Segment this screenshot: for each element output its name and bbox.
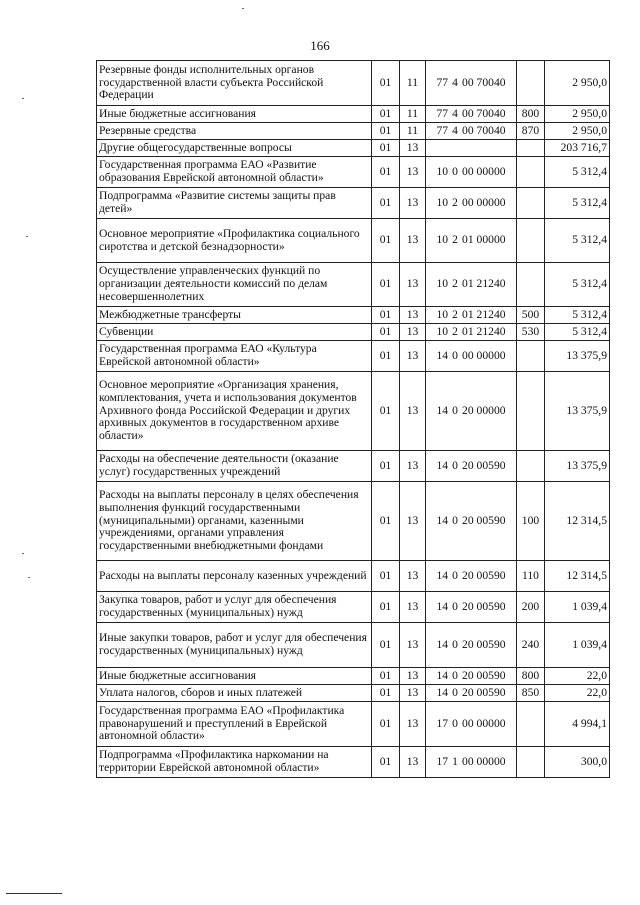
row-subprogram: 0 bbox=[452, 403, 458, 417]
row-main-activity: 20 bbox=[462, 685, 474, 699]
row-section: 01 bbox=[372, 307, 400, 324]
row-direction: 70040 bbox=[476, 75, 506, 89]
row-expense-type bbox=[517, 451, 545, 482]
table-row bbox=[97, 263, 610, 307]
row-direction: 00000 bbox=[476, 195, 506, 209]
table-row bbox=[97, 685, 610, 702]
row-expense-type bbox=[517, 747, 545, 778]
row-name: Закупка товаров, работ и услуг для обеспечения государственных (муниципальных) нужд bbox=[97, 592, 372, 623]
row-name: Межбюджетные трансферты bbox=[97, 307, 372, 324]
row-subprogram: 4 bbox=[452, 75, 458, 89]
row-amount: 4 994,1 bbox=[545, 702, 610, 747]
row-amount: 13 375,9 bbox=[545, 341, 610, 372]
table-row bbox=[97, 668, 610, 685]
row-section: 01 bbox=[372, 451, 400, 482]
row-main-activity: 00 bbox=[462, 716, 474, 730]
table-row bbox=[97, 561, 610, 592]
row-subsection: 11 bbox=[400, 123, 426, 140]
row-subprogram: 0 bbox=[452, 458, 458, 472]
budget-table bbox=[96, 60, 610, 778]
row-expense-type: 200 bbox=[517, 592, 545, 623]
row-amount: 22,0 bbox=[545, 685, 610, 702]
scan-speck bbox=[242, 8, 244, 9]
row-direction: 00000 bbox=[476, 164, 506, 178]
row-section: 01 bbox=[372, 188, 400, 219]
row-main-activity: 01 bbox=[462, 277, 474, 291]
row-direction: 00000 bbox=[476, 754, 506, 768]
table-row bbox=[97, 307, 610, 324]
table-row bbox=[97, 702, 610, 747]
row-program: 77 bbox=[436, 106, 449, 120]
table-row bbox=[97, 188, 610, 219]
row-name: Резервные фонды исполнительных органов государственной власти субъекта Российской Федерации bbox=[97, 61, 372, 106]
row-program: 14 bbox=[436, 599, 449, 613]
row-main-activity: 20 bbox=[462, 637, 474, 651]
row-program: 14 bbox=[436, 348, 449, 362]
row-subsection: 13 bbox=[400, 188, 426, 219]
row-program: 17 bbox=[436, 754, 449, 768]
row-direction: 00000 bbox=[476, 348, 506, 362]
row-amount: 5 312,4 bbox=[545, 219, 610, 263]
row-section: 01 bbox=[372, 324, 400, 341]
row-subsection: 13 bbox=[400, 341, 426, 372]
row-program: 14 bbox=[436, 403, 449, 417]
row-program: 14 bbox=[436, 568, 449, 582]
page-number: 166 bbox=[310, 38, 330, 53]
row-name: Расходы на выплаты персоналу в целях обеспечения выполнения функций государственными (муниципальными) органами, казенными учреждениями, органами управления государственными внебюджетными фондами bbox=[97, 482, 372, 561]
row-section: 01 bbox=[372, 561, 400, 592]
row-main-activity: 20 bbox=[462, 513, 474, 527]
row-section: 01 bbox=[372, 157, 400, 188]
row-program: 10 bbox=[436, 233, 449, 247]
row-target-article bbox=[426, 123, 517, 140]
row-program: 14 bbox=[436, 637, 449, 651]
row-target-article bbox=[426, 623, 517, 668]
row-amount: 2 950,0 bbox=[545, 123, 610, 140]
row-subsection: 13 bbox=[400, 623, 426, 668]
row-name: Расходы на обеспечение деятельности (оказание услуг) государственных учреждений bbox=[97, 451, 372, 482]
row-program: 14 bbox=[436, 685, 449, 699]
row-target-article bbox=[426, 140, 517, 157]
row-target-article bbox=[426, 482, 517, 561]
row-subsection: 13 bbox=[400, 702, 426, 747]
row-program: 77 bbox=[436, 75, 449, 89]
table-row bbox=[97, 140, 610, 157]
row-name: Иные закупки товаров, работ и услуг для обеспечения государственных (муниципальных) нужд bbox=[97, 623, 372, 668]
row-direction: 00590 bbox=[476, 685, 506, 699]
row-expense-type: 800 bbox=[517, 668, 545, 685]
row-section: 01 bbox=[372, 685, 400, 702]
row-subprogram: 0 bbox=[452, 513, 458, 527]
row-amount: 2 950,0 bbox=[545, 106, 610, 123]
row-subprogram: 0 bbox=[452, 568, 458, 582]
row-expense-type bbox=[517, 263, 545, 307]
row-direction: 00000 bbox=[476, 233, 506, 247]
row-direction: 00000 bbox=[476, 403, 506, 417]
row-target-article bbox=[426, 263, 517, 307]
row-expense-type bbox=[517, 372, 545, 451]
row-amount: 5 312,4 bbox=[545, 307, 610, 324]
table-row bbox=[97, 372, 610, 451]
row-section: 01 bbox=[372, 372, 400, 451]
row-name: Подпрограмма «Развитие системы защиты прав детей» bbox=[97, 188, 372, 219]
row-main-activity: 20 bbox=[462, 599, 474, 613]
scan-speck bbox=[22, 553, 24, 554]
row-subprogram: 2 bbox=[452, 324, 458, 338]
row-section: 01 bbox=[372, 592, 400, 623]
row-expense-type: 530 bbox=[517, 324, 545, 341]
table-row bbox=[97, 219, 610, 263]
table-row bbox=[97, 123, 610, 140]
row-name: Государственная программа ЕАО «Развитие образования Еврейской автономной области» bbox=[97, 157, 372, 188]
row-subprogram: 4 bbox=[452, 123, 458, 137]
row-amount: 203 716,7 bbox=[545, 140, 610, 157]
row-name: Другие общегосударственные вопросы bbox=[97, 140, 372, 157]
row-target-article bbox=[426, 561, 517, 592]
row-subprogram: 2 bbox=[452, 233, 458, 247]
row-main-activity: 20 bbox=[462, 568, 474, 582]
row-target-article bbox=[426, 324, 517, 341]
row-subsection: 13 bbox=[400, 372, 426, 451]
row-amount: 1 039,4 bbox=[545, 623, 610, 668]
row-target-article bbox=[426, 219, 517, 263]
row-section: 01 bbox=[372, 263, 400, 307]
table-row bbox=[97, 61, 610, 106]
table-row bbox=[97, 157, 610, 188]
row-subprogram: 0 bbox=[452, 599, 458, 613]
row-subprogram: 0 bbox=[452, 348, 458, 362]
row-target-article bbox=[426, 106, 517, 123]
scan-edge-line bbox=[6, 893, 62, 894]
row-name: Основное мероприятие «Профилактика социального сиротства и детской безнадзорности» bbox=[97, 219, 372, 263]
row-section: 01 bbox=[372, 623, 400, 668]
table-row bbox=[97, 623, 610, 668]
row-target-article bbox=[426, 188, 517, 219]
row-amount: 12 314,5 bbox=[545, 561, 610, 592]
row-program: 10 bbox=[436, 307, 449, 321]
row-subsection: 13 bbox=[400, 685, 426, 702]
row-main-activity: 20 bbox=[462, 668, 474, 682]
row-name: Государственная программа ЕАО «Профилактика правонарушений и преступлений в Еврейской автономной области» bbox=[97, 702, 372, 747]
row-subsection: 13 bbox=[400, 561, 426, 592]
row-expense-type: 850 bbox=[517, 685, 545, 702]
row-amount: 13 375,9 bbox=[545, 451, 610, 482]
row-name: Расходы на выплаты персоналу казенных учреждений bbox=[97, 561, 372, 592]
row-name: Осуществление управленческих функций по организации деятельности комиссий по делам несовершеннолетних bbox=[97, 263, 372, 307]
row-target-article bbox=[426, 685, 517, 702]
row-subprogram: 2 bbox=[452, 277, 458, 291]
table-row bbox=[97, 451, 610, 482]
row-subsection: 13 bbox=[400, 482, 426, 561]
row-subsection: 13 bbox=[400, 592, 426, 623]
row-direction: 21240 bbox=[476, 324, 506, 338]
row-amount: 12 314,5 bbox=[545, 482, 610, 561]
row-program: 77 bbox=[436, 123, 449, 137]
row-main-activity: 00 bbox=[462, 195, 474, 209]
row-name: Государственная программа ЕАО «Культура Еврейской автономной области» bbox=[97, 341, 372, 372]
row-subprogram: 1 bbox=[452, 754, 458, 768]
row-subprogram: 2 bbox=[452, 195, 458, 209]
row-expense-type bbox=[517, 61, 545, 106]
row-amount: 5 312,4 bbox=[545, 157, 610, 188]
row-main-activity: 01 bbox=[462, 324, 474, 338]
row-direction: 21240 bbox=[476, 277, 506, 291]
row-target-article bbox=[426, 341, 517, 372]
row-subsection: 13 bbox=[400, 219, 426, 263]
row-main-activity: 00 bbox=[462, 348, 474, 362]
row-direction: 70040 bbox=[476, 106, 506, 120]
table-row bbox=[97, 324, 610, 341]
row-subprogram: 0 bbox=[452, 164, 458, 178]
row-section: 01 bbox=[372, 341, 400, 372]
row-expense-type: 100 bbox=[517, 482, 545, 561]
row-subsection: 11 bbox=[400, 61, 426, 106]
row-expense-type: 870 bbox=[517, 123, 545, 140]
row-section: 01 bbox=[372, 123, 400, 140]
table-row bbox=[97, 747, 610, 778]
row-direction: 70040 bbox=[476, 123, 506, 137]
row-subsection: 13 bbox=[400, 157, 426, 188]
row-program: 10 bbox=[436, 164, 449, 178]
row-amount: 1 039,4 bbox=[545, 592, 610, 623]
row-subprogram: 4 bbox=[452, 106, 458, 120]
row-direction: 00590 bbox=[476, 668, 506, 682]
row-subsection: 11 bbox=[400, 106, 426, 123]
row-main-activity: 01 bbox=[462, 307, 474, 321]
budget-table-body bbox=[97, 61, 610, 778]
row-subprogram: 2 bbox=[452, 307, 458, 321]
row-subprogram: 0 bbox=[452, 685, 458, 699]
row-expense-type bbox=[517, 341, 545, 372]
row-section: 01 bbox=[372, 140, 400, 157]
row-amount: 2 950,0 bbox=[545, 61, 610, 106]
row-target-article bbox=[426, 592, 517, 623]
row-target-article bbox=[426, 747, 517, 778]
row-amount: 5 312,4 bbox=[545, 324, 610, 341]
scan-speck bbox=[26, 236, 28, 237]
row-expense-type bbox=[517, 219, 545, 263]
row-subsection: 13 bbox=[400, 668, 426, 685]
row-direction: 00000 bbox=[476, 716, 506, 730]
row-direction: 00590 bbox=[476, 637, 506, 651]
row-program: 10 bbox=[436, 195, 449, 209]
row-section: 01 bbox=[372, 219, 400, 263]
row-main-activity: 20 bbox=[462, 403, 474, 417]
scan-speck bbox=[28, 577, 30, 578]
row-amount: 300,0 bbox=[545, 747, 610, 778]
row-section: 01 bbox=[372, 106, 400, 123]
row-main-activity: 00 bbox=[462, 754, 474, 768]
row-program: 17 bbox=[436, 716, 449, 730]
table-row bbox=[97, 592, 610, 623]
row-expense-type bbox=[517, 188, 545, 219]
table-row bbox=[97, 482, 610, 561]
row-target-article bbox=[426, 372, 517, 451]
row-subsection: 13 bbox=[400, 451, 426, 482]
row-amount: 13 375,9 bbox=[545, 372, 610, 451]
row-subprogram: 0 bbox=[452, 637, 458, 651]
row-subprogram: 0 bbox=[452, 668, 458, 682]
row-program: 14 bbox=[436, 513, 449, 527]
row-subsection: 13 bbox=[400, 324, 426, 341]
row-expense-type bbox=[517, 140, 545, 157]
row-target-article bbox=[426, 668, 517, 685]
row-expense-type bbox=[517, 702, 545, 747]
row-main-activity: 00 bbox=[462, 106, 474, 120]
row-amount: 22,0 bbox=[545, 668, 610, 685]
row-program: 10 bbox=[436, 277, 449, 291]
row-name: Иные бюджетные ассигнования bbox=[97, 668, 372, 685]
row-program: 14 bbox=[436, 458, 449, 472]
row-main-activity: 00 bbox=[462, 75, 474, 89]
row-direction: 00590 bbox=[476, 568, 506, 582]
row-main-activity: 20 bbox=[462, 458, 474, 472]
table-row bbox=[97, 341, 610, 372]
row-section: 01 bbox=[372, 747, 400, 778]
row-target-article bbox=[426, 451, 517, 482]
row-section: 01 bbox=[372, 668, 400, 685]
row-section: 01 bbox=[372, 482, 400, 561]
row-name: Уплата налогов, сборов и иных платежей bbox=[97, 685, 372, 702]
row-subsection: 13 bbox=[400, 307, 426, 324]
row-expense-type: 110 bbox=[517, 561, 545, 592]
row-amount: 5 312,4 bbox=[545, 263, 610, 307]
row-subsection: 13 bbox=[400, 747, 426, 778]
row-section: 01 bbox=[372, 61, 400, 106]
row-expense-type: 800 bbox=[517, 106, 545, 123]
row-section: 01 bbox=[372, 702, 400, 747]
row-name: Резервные средства bbox=[97, 123, 372, 140]
scan-speck bbox=[22, 98, 24, 99]
row-program: 14 bbox=[436, 668, 449, 682]
row-direction: 00590 bbox=[476, 458, 506, 472]
row-name: Основное мероприятие «Организация хранения, комплектования, учета и использования документов Архивного фонда Российской Федерации и других архивных документов в государственном архиве области» bbox=[97, 372, 372, 451]
row-name: Подпрограмма «Профилактика наркомании на территории Еврейской автономной области» bbox=[97, 747, 372, 778]
row-main-activity: 00 bbox=[462, 164, 474, 178]
row-main-activity: 01 bbox=[462, 233, 474, 247]
row-direction: 00590 bbox=[476, 513, 506, 527]
row-subsection: 13 bbox=[400, 263, 426, 307]
row-target-article bbox=[426, 157, 517, 188]
row-subprogram: 0 bbox=[452, 716, 458, 730]
row-program: 10 bbox=[436, 324, 449, 338]
table-row bbox=[97, 106, 610, 123]
row-target-article bbox=[426, 61, 517, 106]
row-subsection: 13 bbox=[400, 140, 426, 157]
row-name: Субвенции bbox=[97, 324, 372, 341]
row-expense-type bbox=[517, 157, 545, 188]
row-target-article bbox=[426, 307, 517, 324]
row-expense-type: 240 bbox=[517, 623, 545, 668]
row-target-article bbox=[426, 702, 517, 747]
row-expense-type: 500 bbox=[517, 307, 545, 324]
row-name: Иные бюджетные ассигнования bbox=[97, 106, 372, 123]
row-amount: 5 312,4 bbox=[545, 188, 610, 219]
row-direction: 21240 bbox=[476, 307, 506, 321]
row-main-activity: 00 bbox=[462, 123, 474, 137]
row-direction: 00590 bbox=[476, 599, 506, 613]
